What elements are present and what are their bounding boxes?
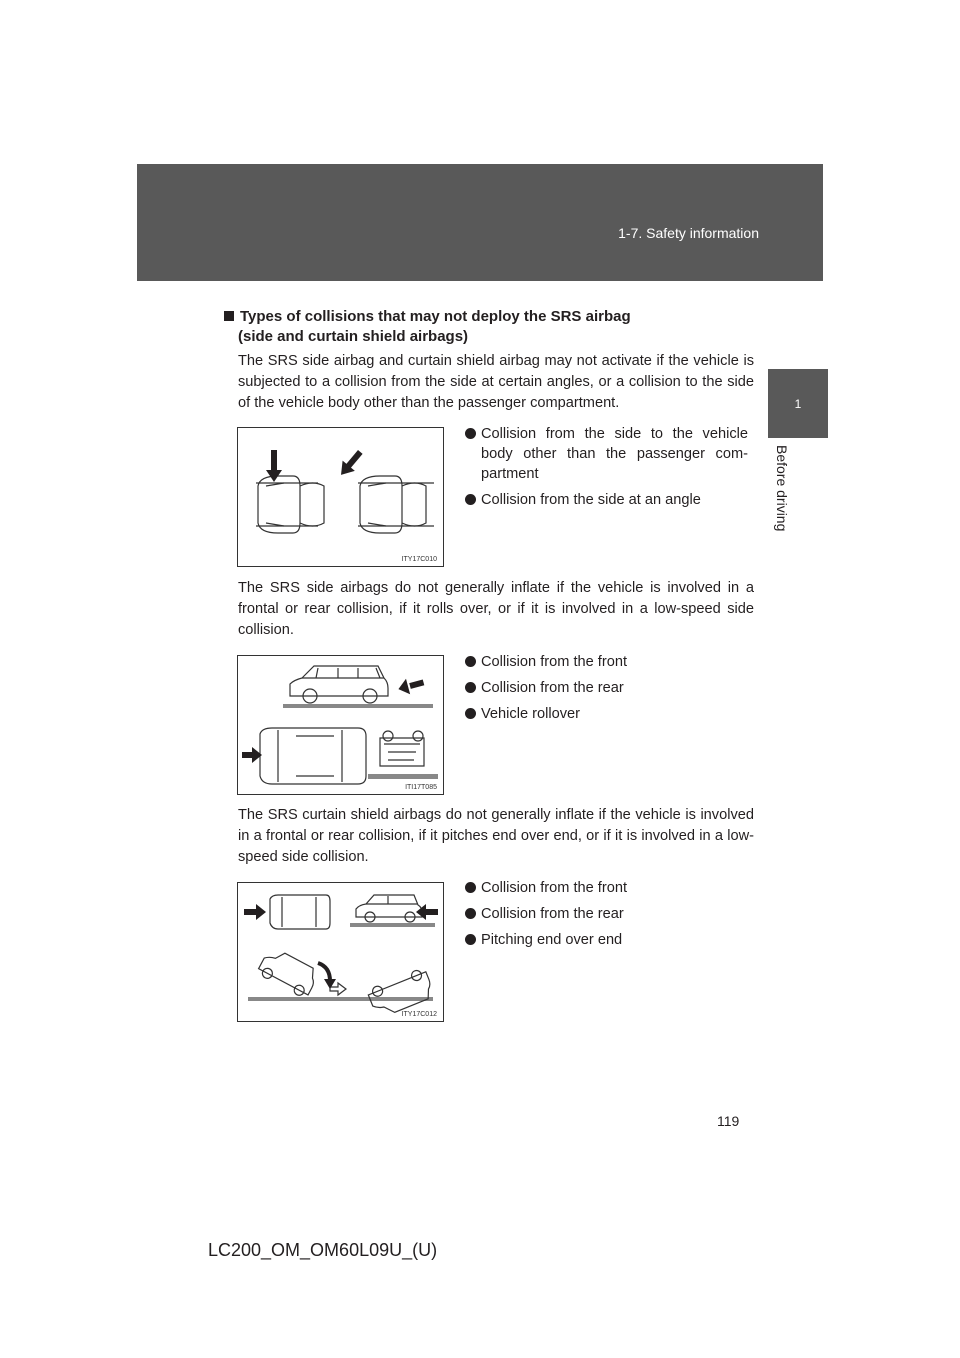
figure-code: ITI17T085: [405, 784, 437, 791]
section-heading: [224, 307, 764, 347]
figure-code: ITY17C012: [401, 1011, 437, 1018]
bullet-icon: [465, 882, 476, 893]
list-item: Collision from the side at an angle: [465, 490, 748, 510]
bullet-icon: [465, 656, 476, 667]
bullet-list-3: [465, 878, 748, 956]
document-id: LC200_OM_OM60L09U_(U): [208, 1240, 438, 1260]
bullet-icon: [465, 428, 476, 439]
bullet-list-2: [465, 652, 748, 730]
section-title: 1-7. Safety information: [618, 225, 759, 241]
bullet-icon: [465, 708, 476, 719]
heading-line-2: (side and curtain shield airbags): [238, 328, 469, 345]
bullet-icon: [465, 494, 476, 505]
figure-side-collision: [237, 427, 444, 567]
bullet-list-1: [465, 424, 748, 516]
bullet-icon: [465, 682, 476, 693]
heading-line-1: Types of collisions that may not deploy the SRS airbag: [240, 308, 631, 325]
chapter-title: Before driving: [774, 445, 790, 532]
figure-front-rear-rollover: [237, 655, 444, 795]
front-rear-rollover-illustration: [238, 656, 443, 794]
side-collision-illustration: [238, 428, 443, 566]
bullet-icon: [465, 934, 476, 945]
list-item: Vehicle rollover: [465, 704, 748, 724]
figure-pitching: [237, 882, 444, 1022]
square-bullet-icon: [224, 311, 234, 321]
list-item: Collision from the rear: [465, 904, 748, 924]
page-number: 119: [717, 1113, 740, 1129]
pitching-illustration: [238, 883, 443, 1021]
list-item: Collision from the rear: [465, 678, 748, 698]
figure-code: ITY17C010: [401, 556, 437, 563]
paragraph-1: The SRS side airbag and curtain shield airbag may not activate if the vehicle is subjected to a collision from the side at certain angles, or a collision to the side of the vehicle body other than the passenger compartment.: [238, 353, 754, 411]
list-item: Collision from the side to the vehicle body other than the passenger com-partment: [465, 424, 748, 484]
chapter-tab: 1: [768, 369, 828, 438]
list-item: Collision from the front: [465, 878, 748, 898]
header-bar: [137, 164, 823, 281]
list-item: Pitching end over end: [465, 930, 748, 950]
paragraph-3: The SRS curtain shield airbags do not generally inflate if the vehicle is involved in a frontal or rear collision, if it pitches end over end, or if it is involved in a low-speed side collision.: [238, 807, 754, 865]
paragraph-2: The SRS side airbags do not generally inflate if the vehicle is involved in a frontal or rear collision, if it rolls over, or if it is involved in a low-speed side collision.: [238, 580, 754, 638]
list-item: Collision from the front: [465, 652, 748, 672]
bullet-icon: [465, 908, 476, 919]
